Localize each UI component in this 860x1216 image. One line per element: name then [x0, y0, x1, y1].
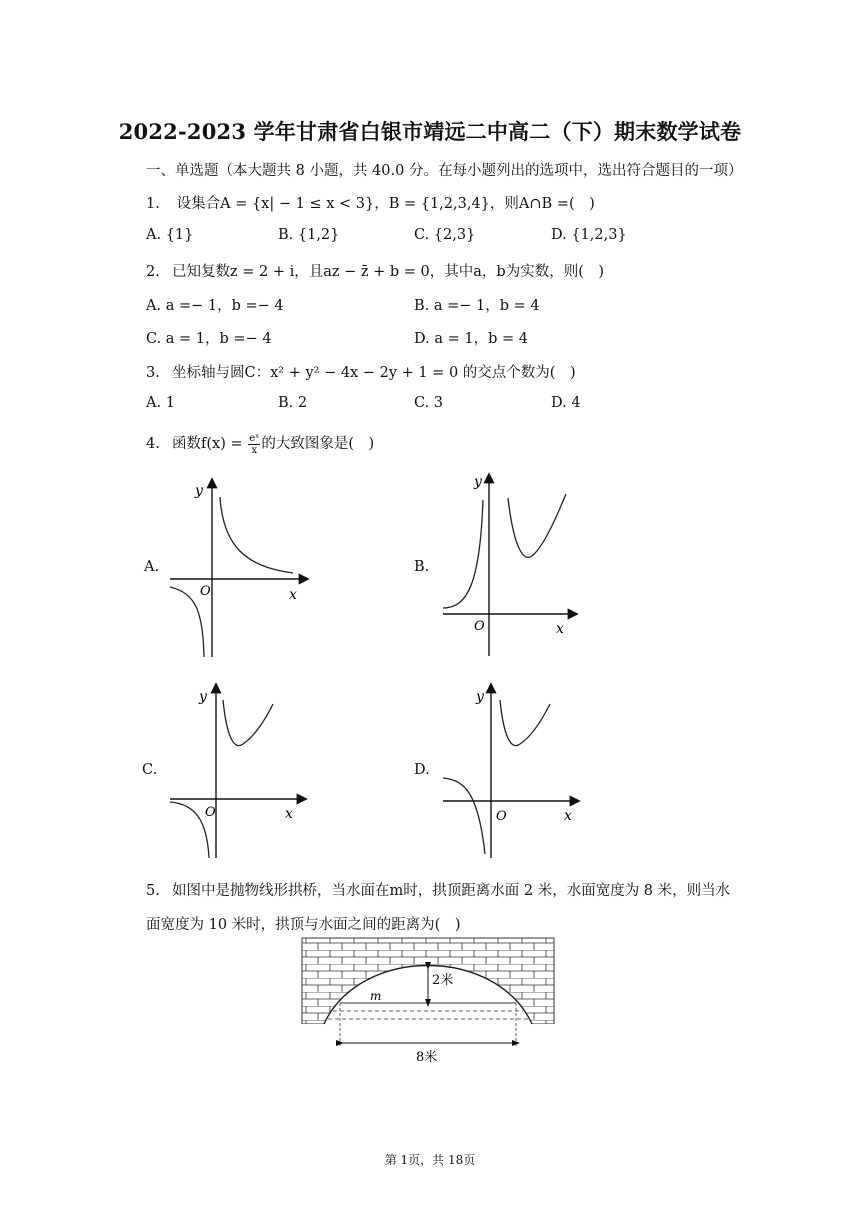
origin-label: O [474, 619, 485, 634]
option-d[interactable]: D. 4 [551, 395, 581, 411]
graph-b [438, 470, 583, 660]
option-d[interactable]: D. {1,2,3} [551, 227, 627, 243]
page-title: 2022-2023 学年甘肃省白银市靖远二中高二（下）期末数学试卷 [118, 119, 742, 144]
graph-c [165, 680, 315, 860]
water-label: m [370, 989, 382, 1003]
y-label: y [195, 483, 203, 499]
graph-label-c[interactable]: C. [142, 762, 158, 778]
section-heading: 一、单选题（本大题共 8 小题，共 40.0 分。在每小题列出的选项中，选出符合题目的一项） [146, 163, 743, 179]
height-label: 2米 [432, 973, 454, 988]
y-label: y [476, 689, 484, 705]
curve-left [443, 778, 485, 854]
curve-right [508, 494, 566, 557]
option-a[interactable]: A. {1} [146, 227, 194, 243]
set-b: B = {1,2,3,4} [388, 196, 490, 212]
option-a[interactable]: A. a =− 1，b =− 4 [146, 298, 284, 314]
option-c[interactable]: C. {2,3} [414, 227, 476, 243]
question-number: 5. [146, 883, 160, 899]
arch-bridge-figure [300, 936, 558, 1066]
question-5 [146, 879, 730, 900]
origin-label: O [496, 809, 507, 824]
origin-label: O [200, 584, 211, 599]
width-label: 8米 [416, 1050, 438, 1065]
question-number: 4. [146, 436, 160, 452]
question-5-line2: 面宽度为 10 米时，拱顶与水面之间的距离为( ) [146, 917, 461, 933]
option-a[interactable]: A. 1 [146, 395, 175, 411]
curve-right [220, 497, 293, 573]
question-number: 2. [146, 264, 160, 280]
graph-label-b[interactable]: B. [414, 559, 430, 575]
curve-left [443, 500, 483, 608]
option-b[interactable]: B. a =− 1，b = 4 [414, 298, 540, 314]
x-label: x [285, 806, 293, 822]
fraction: $\frac{\text{eˣ}}{x}$ [249, 432, 260, 456]
question-3 [146, 361, 576, 382]
graph-label-a[interactable]: A. [144, 559, 160, 575]
curve-left [170, 587, 204, 657]
question-1: 1. 设集合A = {x| − 1 ≤ x < 3}，B = {1,2,3,4}，则A∩B =( ) [146, 196, 595, 212]
page-footer: 第 1页，共 18页 [384, 1153, 476, 1167]
question-number: 3. [146, 365, 160, 381]
curve-right [223, 700, 273, 746]
option-d[interactable]: D. a = 1，b = 4 [414, 331, 528, 347]
question-text: 已知复数z = 2 + i，且az − z̄ + b = 0，其中a，b为实数，则( ) [172, 264, 605, 280]
curve-right [500, 700, 550, 746]
graph-label-d[interactable]: D. [414, 762, 430, 778]
option-b[interactable]: B. 2 [278, 395, 308, 411]
option-c[interactable]: C. a = 1，b =− 4 [146, 331, 272, 347]
question-text-line1: 如图中是抛物线形拱桥，当水面在m时，拱顶距离水面 2 米，水面宽度为 8 米，则当水 [172, 883, 731, 899]
set-a: A = {x| − 1 ≤ x < 3} [220, 196, 375, 212]
y-label: y [474, 474, 482, 490]
question-number: 1. [146, 196, 160, 212]
x-label: x [556, 621, 564, 637]
curve-left [170, 802, 209, 858]
x-label: x [564, 808, 572, 824]
x-label: x [289, 587, 297, 603]
graph-a [165, 475, 315, 660]
question-4: 4. 函数f(x) = $\frac{\text{eˣ}}{x}$ 的大致图象是( ) [146, 432, 375, 456]
option-c[interactable]: C. 3 [414, 395, 444, 411]
option-b[interactable]: B. {1,2} [278, 227, 340, 243]
y-label: y [199, 689, 207, 705]
graph-d [438, 680, 583, 860]
origin-label: O [205, 805, 216, 820]
question-2 [146, 260, 604, 281]
question-text: 坐标轴与圆C：x² + y² − 4x − 2y + 1 = 0 的交点个数为( ) [172, 365, 576, 381]
